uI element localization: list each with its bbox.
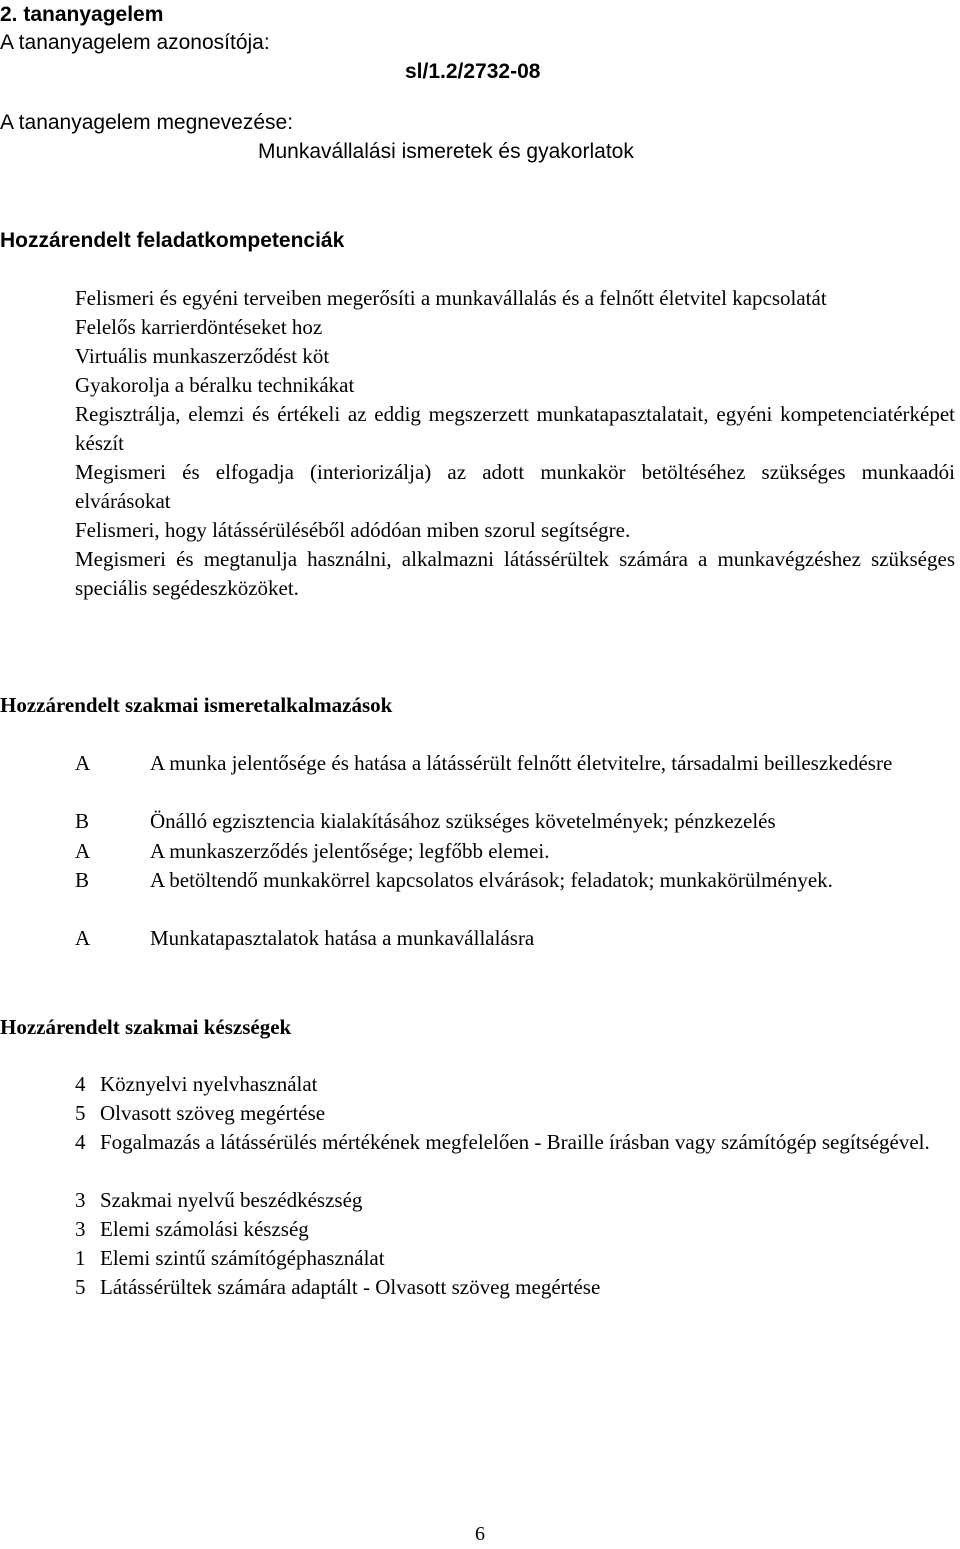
competency-item: Megismeri és elfogadja (interiorizálja) az adott munkakör betöltéséhez szükséges munkaadói elvárásokat — [75, 460, 955, 513]
section-title: 2. tananyagelem — [0, 3, 164, 26]
knowledge-level: A — [75, 751, 91, 775]
knowledge-level: A — [75, 926, 91, 950]
knowledge-text: A munka jelentősége és hatása a látássérült felnőtt életvitelre, társadalmi beilleszkedésre — [150, 751, 893, 775]
skill-text: Köznyelvi nyelvhasználat — [100, 1072, 318, 1096]
skill-item — [75, 1070, 955, 1099]
skill-text: Elemi szintű számítógéphasználat — [100, 1246, 385, 1270]
page-number: 6 — [475, 1523, 485, 1545]
competencies-heading: Hozzárendelt feladatkompetenciák — [0, 229, 345, 252]
skill-text: Látássérültek számára adaptált - Olvasott szöveg megértése — [100, 1275, 601, 1299]
skill-item — [75, 1099, 955, 1128]
skill-level: 3 — [75, 1217, 86, 1241]
skill-level: 4 — [75, 1130, 86, 1154]
skill-level: 1 — [75, 1246, 86, 1270]
knowledge-text: A betöltendő munkakörrel kapcsolatos elvárások; feladatok; munkakörülmények. — [150, 868, 833, 892]
competency-item: Regisztrálja, elemzi és értékeli az eddig megszerzett munkatapasztalatait, egyéni kompetenciatérképet készít — [75, 402, 955, 455]
name-value: Munkavállalási ismeretek és gyakorlatok — [258, 140, 634, 163]
skill-text: Elemi számolási készség — [100, 1217, 309, 1241]
skill-level: 5 — [75, 1101, 86, 1125]
knowledge-item — [75, 749, 955, 778]
skill-item — [75, 1273, 955, 1302]
knowledge-level: B — [75, 809, 90, 833]
name-label: A tananyagelem megnevezése: — [0, 111, 294, 134]
competencies-list — [75, 284, 955, 603]
knowledge-heading: Hozzárendelt szakmai ismeretalkalmazások — [0, 693, 393, 717]
skill-item — [75, 1186, 955, 1215]
competency-item: Felismeri, hogy látássérüléséből adódóan miben szorul segítségre. — [75, 518, 631, 542]
competency-item: Gyakorolja a béralku technikákat — [75, 373, 355, 397]
skill-level: 3 — [75, 1188, 86, 1212]
skill-item — [75, 1244, 955, 1273]
knowledge-level: B — [75, 868, 90, 892]
id-label: A tananyagelem azonosítója: — [0, 31, 270, 54]
competency-item: Felismeri és egyéni terveiben megerősíti a munkavállalás és a felnőtt életvitel kapcsolatát — [75, 286, 827, 310]
id-value: sl/1.2/2732-08 — [405, 60, 541, 83]
knowledge-item — [75, 837, 955, 866]
competency-item: Virtuális munkaszerződést köt — [75, 344, 330, 368]
skill-item — [75, 1128, 955, 1157]
knowledge-item — [75, 924, 955, 953]
skill-level: 4 — [75, 1072, 86, 1096]
competency-item: Felelős karrierdöntéseket hoz — [75, 315, 323, 339]
skill-level: 5 — [75, 1275, 86, 1299]
skill-text: Fogalmazás a látássérülés mértékének megfelelően - Braille írásban vagy számítógép segítségével. — [100, 1130, 930, 1154]
knowledge-item — [75, 866, 955, 895]
knowledge-item — [75, 807, 955, 836]
skill-text: Szakmai nyelvű beszédkészség — [100, 1188, 363, 1212]
competency-item: Megismeri és megtanulja használni, alkalmazni látássérültek számára a munkavégzéshez szükséges speciális segédeszközöket. — [75, 547, 955, 600]
knowledge-text: Munkatapasztalatok hatása a munkavállalásra — [150, 926, 535, 950]
skill-text: Olvasott szöveg megértése — [100, 1101, 326, 1125]
knowledge-level: A — [75, 839, 91, 863]
knowledge-text: Önálló egzisztencia kialakításához szükséges követelmények; pénzkezelés — [150, 809, 776, 833]
skill-item — [75, 1215, 955, 1244]
knowledge-text: A munkaszerződés jelentősége; legfőbb elemei. — [150, 839, 550, 863]
skills-heading: Hozzárendelt szakmai készségek — [0, 1015, 292, 1039]
